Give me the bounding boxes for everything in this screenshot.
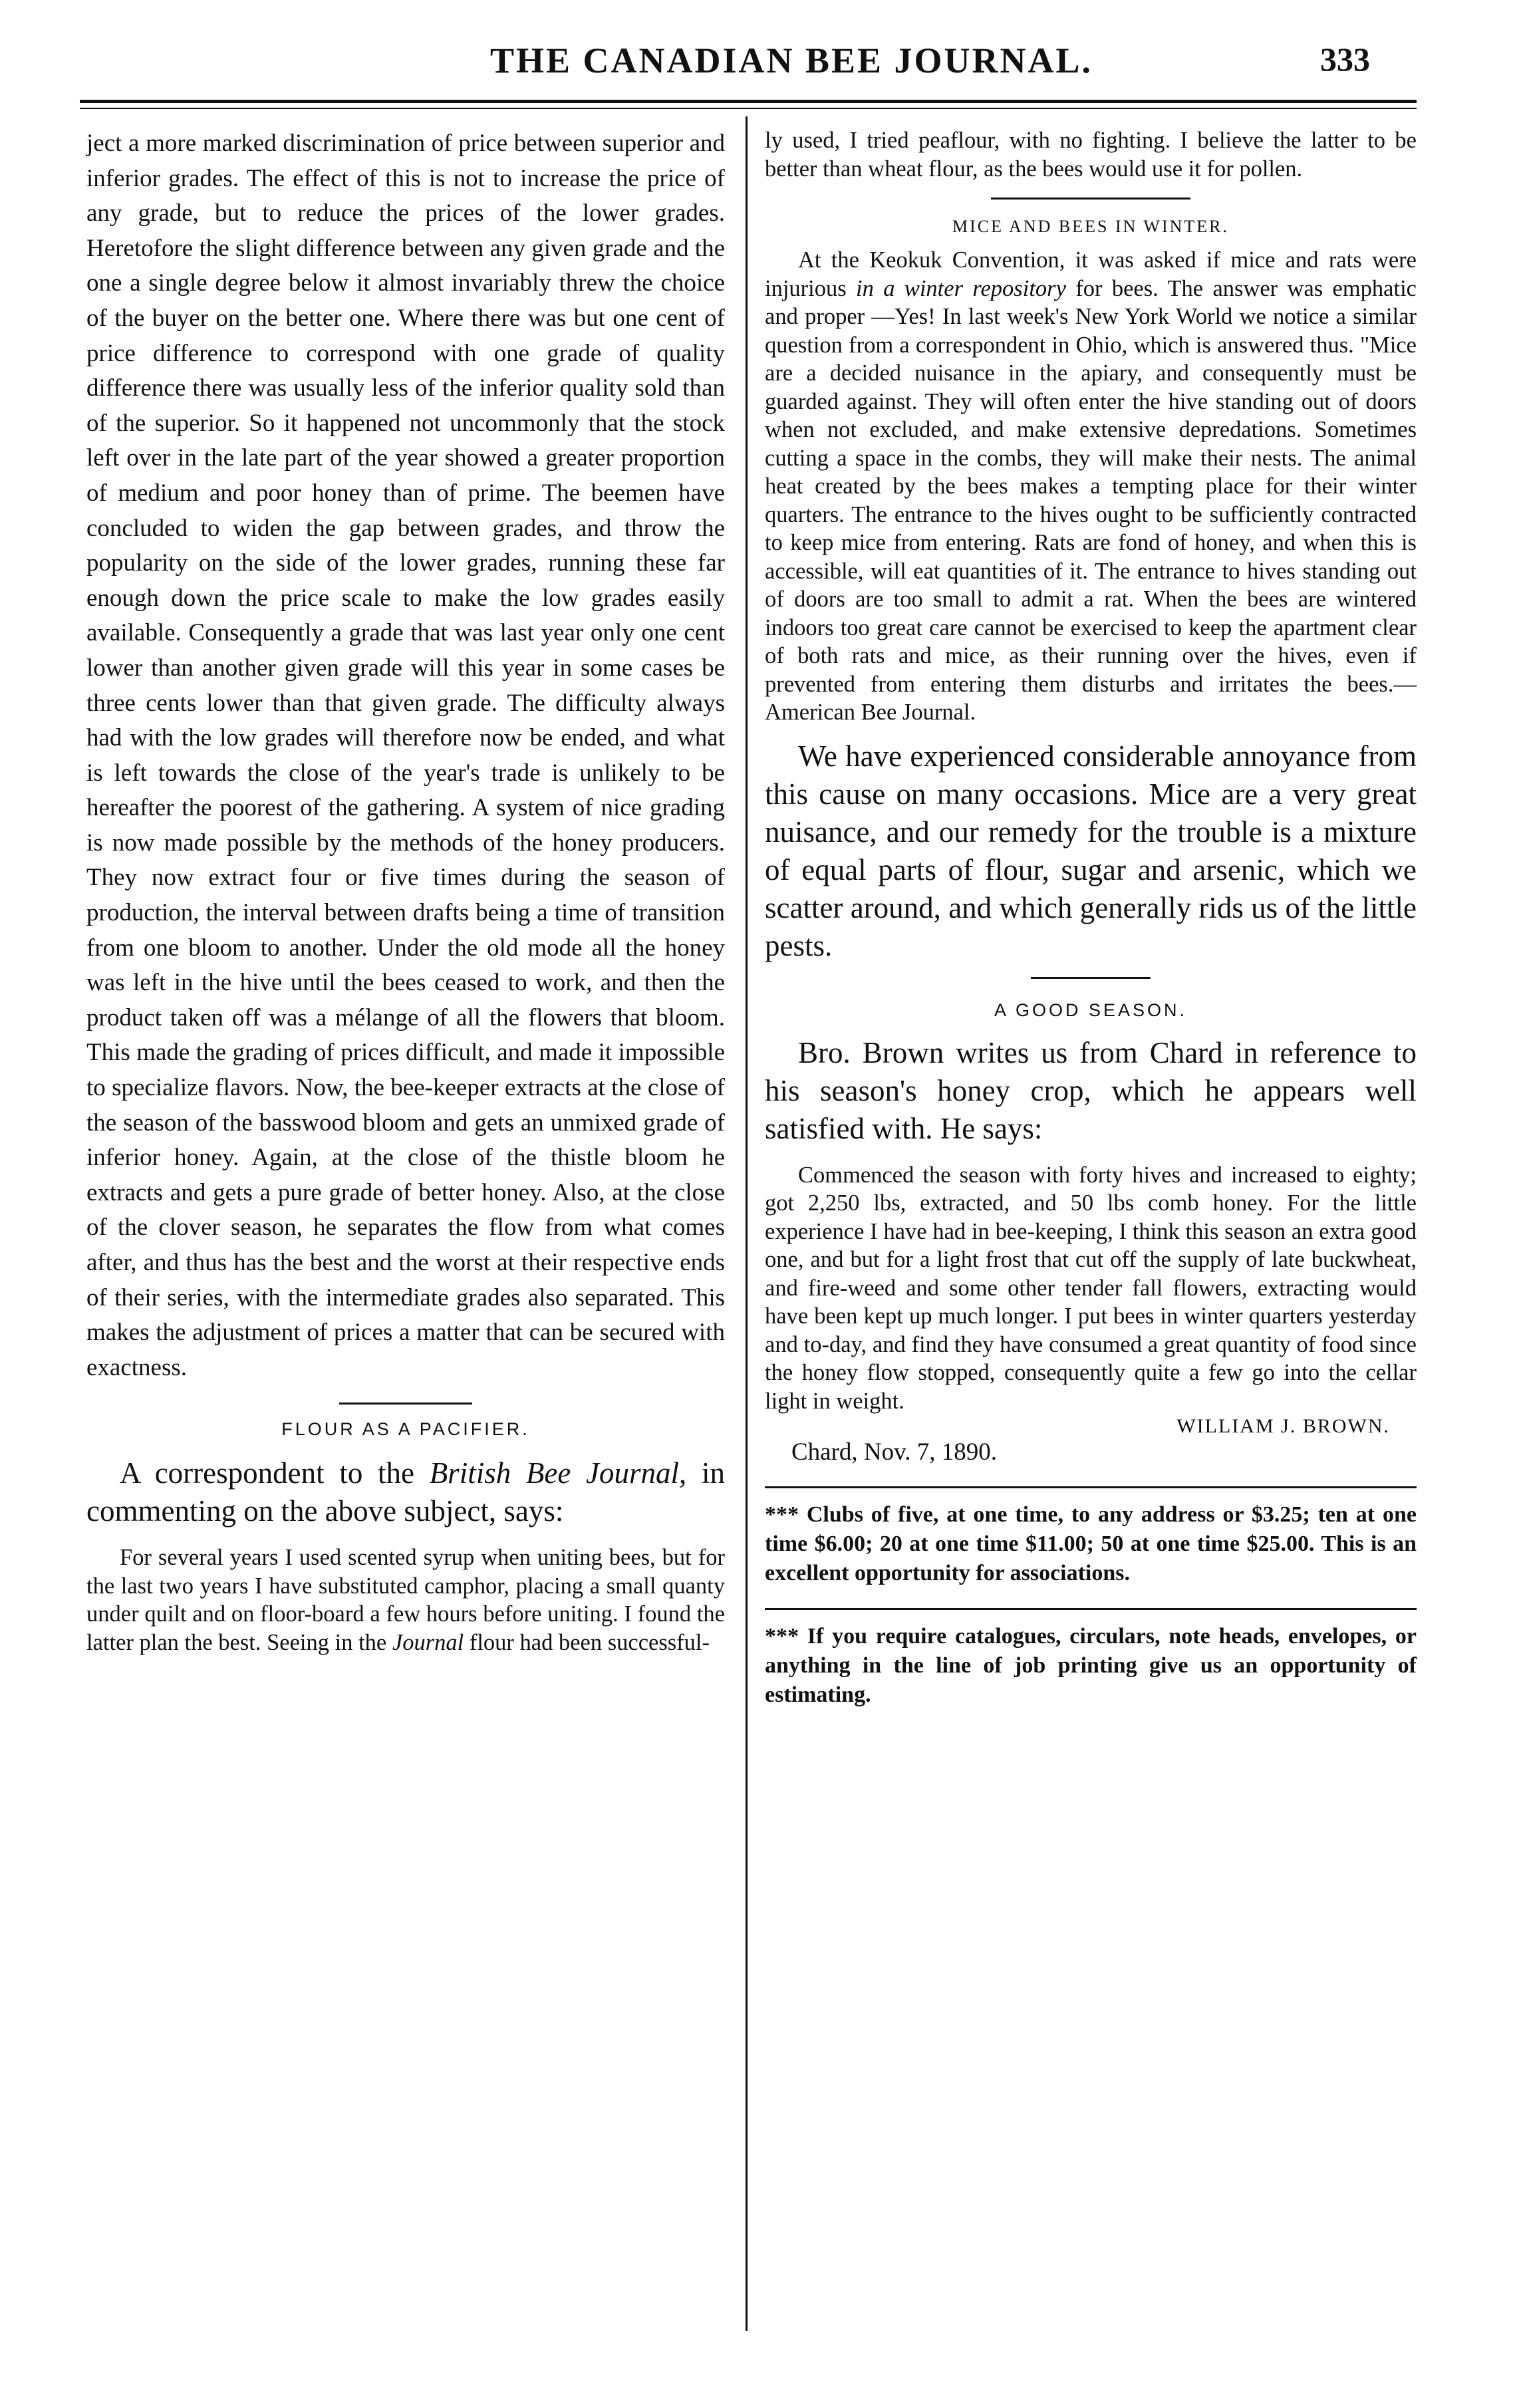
- printing-notice-box: [765, 1608, 1417, 1710]
- flour-intro: [86, 1454, 725, 1530]
- journal-title: THE CANADIAN BEE JOURNAL.: [489, 41, 1093, 80]
- flour-intro-text-a: A correspondent to the: [120, 1456, 430, 1490]
- flour-quote-journal-name: Journal: [392, 1629, 464, 1655]
- right-column: [765, 126, 1417, 1710]
- mice-article-text-a: At the Keokuk Convention, it was asked if mice and rats were injurious: [765, 247, 1417, 301]
- heading-good-season: A GOOD SEASON.: [994, 1000, 1188, 1020]
- mice-editorial-remark: We have experienced considerable annoyance from this cause on many occasions. Mice are a very great nuisance, and our remedy for the trouble is a mixture of equal parts of flour, sugar and arsenic, which we scatter around, and which generally rids us of the little pests.: [765, 739, 1417, 962]
- flour-quote-continued: ly used, I tried peaflour, with no fighting. I believe the latter to be better than wheat flour, as the bees would use it for pollen.: [765, 128, 1417, 182]
- section-separator: [339, 1403, 472, 1405]
- season-letter: Commenced the season with forty hives and increased to eighty; got 2,250 lbs, extracted, and 50 lbs comb honey. For the little experience I have had in bee-keeping, I think this season an extra good one, and but for a light frost that cut off the supply of late buckwheat, and fire-weed and some other tender fall flowers, extracting would have been kept up much longer. I put bees in winter quarters yesterday and to-day, and find they have consumed a great quantity of food since the honey flow stopped, consequently quite a few go into the cellar light in weight.: [765, 1162, 1417, 1414]
- heading-flour-as-pacifier: FLOUR AS A PACIFIER.: [281, 1419, 530, 1440]
- page-number: 333: [1320, 41, 1370, 78]
- section-separator: [1031, 977, 1151, 979]
- column-divider: [746, 116, 748, 2331]
- heading-mice-and-bees: MICE AND BEES IN WINTER.: [952, 217, 1229, 236]
- flour-quote: [86, 1543, 725, 1657]
- flour-quote-text-a: For several years I used scented syrup when uniting bees, but for the last two years I have substituted camphor, placing a small quanty under quilt and on floor-board a few hours before uniting. I found the latter plan the best. Seeing in the: [86, 1545, 725, 1655]
- season-intro: Bro. Brown writes us from Chard in reference to his season's honey crop, which he appears well satisfied with. He says:: [765, 1035, 1417, 1145]
- flour-intro-text-b: , in commenting on the above subject, says:: [86, 1456, 725, 1528]
- section-separator: [991, 198, 1190, 200]
- letter-dateline: Chard, Nov. 7, 1890.: [791, 1438, 997, 1466]
- printing-notice: *** If you require catalogues, circulars, note heads, envelopes, or anything in the line of job printing give us an opportunity of estimating.: [765, 1624, 1417, 1707]
- clubs-notice-box: [765, 1486, 1417, 1588]
- honey-grading-article: ject a more marked discrimination of price between superior and inferior grades. The effect of this is not to increase the price of any grade, but to reduce the prices of the lower grades. Heretofore the slight difference between any given grade and the one a single degree below it almost invariably threw the choice of the buyer on the better one. Where there was but one cent of price difference to correspond with one grade of quality difference there was usually less of the inferior quality sold than of the superior. So it happened not uncommonly that the stock left over in the late part of the year showed a greater proportion of medium and poor honey than of prime. The beemen have concluded to widen the gap between grades, and throw the popularity on the side of the lower grades, running these far enough down the price scale to make the low grades easily available. Consequently a grade that was last year only one cent lower than another given grade will this year in some cases be three cents lower than that given grade. The difficulty always had with the low grades will therefore now be ended, and what is left towards the close of the year's trade is unlikely to be hereafter the poorest of the gathering. A system of nice grading is now made possible by the methods of the honey producers. They now extract four or five times during the season of production, the interval between drafts being a time of transition from one bloom to another. Under the old mode all the honey was left in the hive until the bees ceased to work, and then the product taken off was a mélange of all the flowers that bloom. This made the grading of prices difficult, and made it impossible to specialize flavors. Now, the bee-keeper extracts at the close of the season of the basswood bloom and gets an unmixed grade of inferior honey. Again, at the close of the thistle bloom he extracts and gets a pure grade of better honey. Also, at the close of the clover season, he separates the flow from what comes after, and thus has the best and the worst at their respective ends of their series, with the intermediate grades also separated. This makes the adjustment of prices a matter that can be secured with exactness.: [86, 130, 725, 1381]
- clubs-notice: *** Clubs of five, at one time, to any address or $3.25; ten at one time $6.00; 20 at one time $11.00; 50 at one time $25.00. This is an excellent opportunity for associations.: [765, 1502, 1417, 1585]
- mice-article-italic: in a winter repository: [856, 275, 1066, 301]
- mice-article: [765, 246, 1417, 727]
- left-column: [86, 126, 725, 1657]
- header-rule-thin: [80, 108, 1417, 109]
- page-header: [80, 40, 1383, 93]
- letter-signature: WILLIAM J. BROWN.: [1176, 1415, 1390, 1437]
- flour-intro-journal-name: British Bee Journal: [429, 1456, 680, 1490]
- flour-quote-text-b: flour had been successful-: [464, 1629, 710, 1655]
- mice-article-text-b: for bees. The answer was emphatic and proper —Yes! In last week's New York World we notice a similar question from a correspondent in Ohio, which is answered thus. "Mice are a decided nuisance in the apiary, and consequently must be guarded against. They will often enter the hive standing out of doors when not excluded, and make extensive depredations. Sometimes cutting a space in the combs, they will make their nests. The animal heat created by the bees makes a tempting place for their winter quarters. The entrance to the hives ought to be sufficiently contracted to keep mice from entering. Rats are fond of honey, and when this is accessible, will eat quantities of it. The entrance to hives standing out of doors are too small to admit a rat. When the bees are wintered indoors too great care cannot be exercised to keep the apartment clear of both rats and mice, as their running over the hives, even if prevented from entering them disturbs and irritates the bees.—American Bee Journal.: [765, 275, 1417, 725]
- header-rule-thick: [80, 100, 1417, 103]
